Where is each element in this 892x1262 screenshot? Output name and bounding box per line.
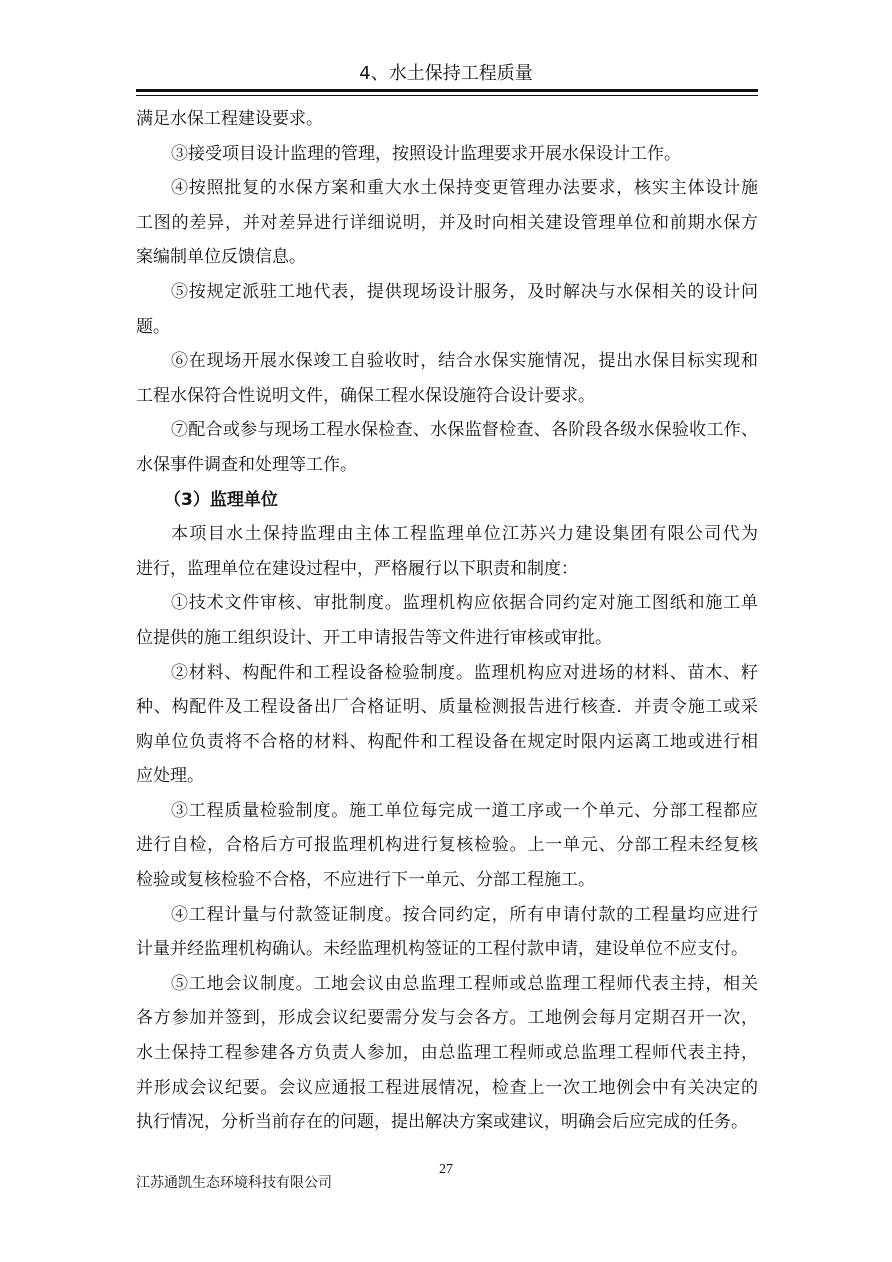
section-subheading: （3）监理单位 <box>164 489 278 510</box>
text-line: 种、构配件及工程设备出厂合格证明、质量检测报告进行核查．并责令施工或采 <box>136 697 758 718</box>
text-line: 进行自检，合格后方可报监理机构进行复核检验。上一单元、分部工程未经复核 <box>136 835 758 856</box>
text-line: 案编制单位反馈信息。 <box>136 247 306 268</box>
text-line: 各方参加并签到，形成会议纪要需分发与会各方。工地例会每月定期召开一次， <box>136 1008 758 1029</box>
text-line: ④工程计量与付款签证制度。按合同约定，所有申请付款的工程量均应进行 <box>171 904 758 925</box>
text-line: 购单位负责将不合格的材料、构配件和工程设备在规定时限内运离工地或进行相 <box>136 731 758 752</box>
page-number: 27 <box>439 1162 453 1177</box>
page-header-title: 4、水土保持工程质量 <box>359 63 533 84</box>
footer-company-name: 江苏通凯生态环境科技有限公司 <box>136 1175 332 1191</box>
text-line: 位提供的施工组织设计、开工申请报告等文件进行审核或审批。 <box>136 627 612 648</box>
text-line: ①技术文件审核、审批制度。监理机构应依据合同约定对施工图纸和施工单 <box>171 593 758 614</box>
text-line: 应处理。 <box>136 766 204 787</box>
text-line: 水保事件调查和处理等工作。 <box>136 454 357 475</box>
text-line: 水土保持工程参建各方负责人参加，由总监理工程师或总监理工程师代表主持， <box>136 1043 758 1064</box>
text-line: 检验或复核检验不合格，不应进行下一单元、分部工程施工。 <box>136 870 595 891</box>
text-line: ②材料、构配件和工程设备检验制度。监理机构应对进场的材料、苗木、籽 <box>171 662 758 683</box>
text-line: ⑤工地会议制度。工地会议由总监理工程师或总监理工程师代表主持，相关 <box>171 973 758 994</box>
text-line: ③工程质量检验制度。施工单位每完成一道工序或一个单元、分部工程都应 <box>171 800 758 821</box>
text-line: 计量并经监理机构确认。未经监理机构签证的工程付款申请，建设单位不应支付。 <box>136 939 748 960</box>
text-line: ⑤按规定派驻工地代表，提供现场设计服务，及时解决与水保相关的设计问 <box>171 281 758 302</box>
text-line: ⑦配合或参与现场工程水保检查、水保监督检查、各阶段各级水保验收工作、 <box>171 420 758 441</box>
header-rule-thin <box>136 95 758 96</box>
body-text <box>136 102 758 1140</box>
text-line: ③接受项目设计监理的管理，按照设计监理要求开展水保设计工作。 <box>171 143 681 164</box>
text-line: ④按照批复的水保方案和重大水土保持变更管理办法要求，核实主体设计施 <box>171 178 758 199</box>
text-line: 进行，监理单位在建设过程中，严格履行以下职责和制度： <box>136 558 578 579</box>
text-line: 本项目水土保持监理由主体工程监理单位江苏兴力建设集团有限公司代为 <box>171 524 758 545</box>
text-line: 工图的差异，并对差异进行详细说明，并及时向相关建设管理单位和前期水保方 <box>136 212 758 233</box>
header-rule-thick <box>136 89 758 92</box>
text-line: ⑥在现场开展水保竣工自验收时，结合水保实施情况，提出水保目标实现和 <box>171 351 758 372</box>
text-line: 执行情况，分析当前存在的问题，提出解决方案或建议，明确会后应完成的任务。 <box>136 1112 748 1133</box>
text-line: 满足水保工程建设要求。 <box>136 109 323 129</box>
text-line: 并形成会议纪要。会议应通报工程进展情况，检查上一次工地例会中有关决定的 <box>136 1077 758 1098</box>
text-line: 工程水保符合性说明文件，确保工程水保设施符合设计要求。 <box>136 385 595 406</box>
text-line: 题。 <box>136 316 170 337</box>
